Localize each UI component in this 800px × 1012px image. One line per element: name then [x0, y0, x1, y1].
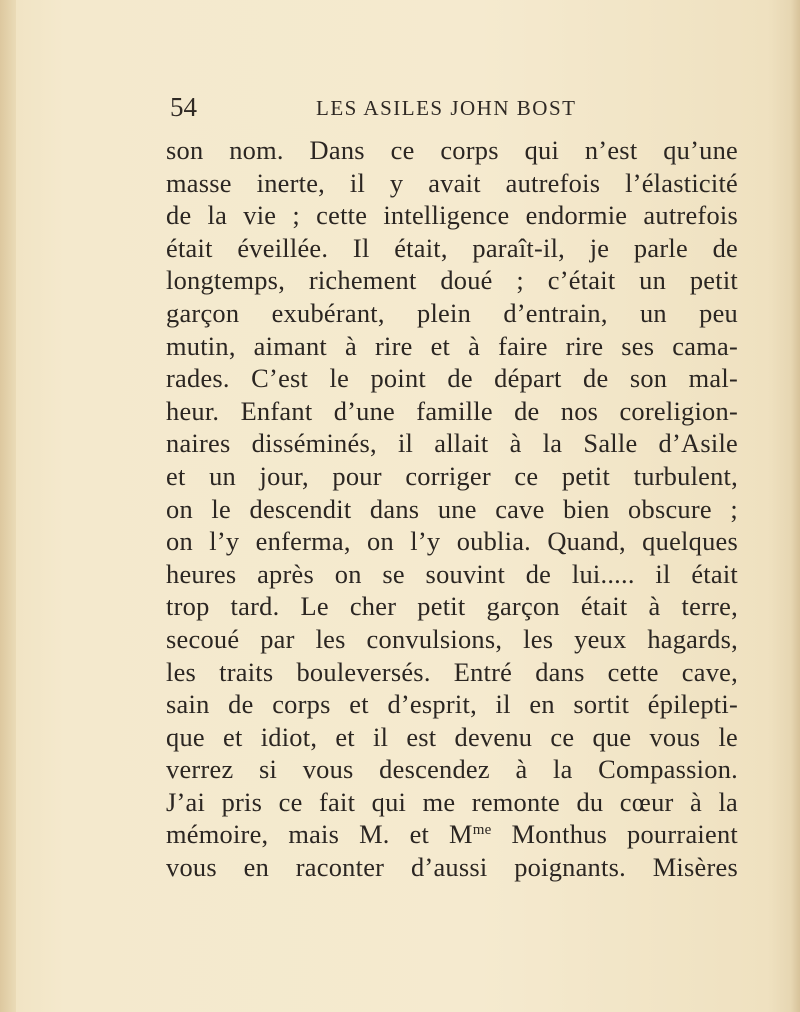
text-line: garçon exubérant, plein d’entrain, un peu: [166, 297, 738, 328]
text-line: verrez si vous descendez à la Compassion.: [166, 754, 738, 785]
text-line: heures après on se souvint de lui..... il était: [166, 558, 738, 589]
page-right-edge: [790, 0, 800, 1012]
running-head: [170, 90, 730, 124]
page-left-edge: [0, 0, 16, 1012]
text-line-with-superscript: [166, 818, 738, 851]
text-line: que et idiot, et il est devenu ce que vous le: [166, 721, 738, 752]
text-line: J’ai pris ce fait qui me remonte du cœur à la: [166, 786, 738, 817]
text-line: mutin, aimant à rire et à faire rire ses cama-: [166, 330, 738, 361]
body-text: [166, 134, 738, 904]
text-line: vous en raconter d’aussi poignants. Misères: [166, 852, 738, 883]
text-line: et un jour, pour corriger ce petit turbulent,: [166, 460, 738, 491]
page-number: 54: [170, 92, 197, 122]
text-line: secoué par les convulsions, les yeux hagards,: [166, 623, 738, 654]
text-line: de la vie ; cette intelligence endormie autrefois: [166, 200, 738, 231]
text-line: sain de corps et d’esprit, il en sortit épilepti-: [166, 689, 738, 720]
text-fragment: mémoire, mais M. et M: [166, 819, 473, 850]
text-line: les traits bouleversés. Entré dans cette cave,: [166, 656, 738, 687]
text-line: était éveillée. Il était, paraît-il, je parle de: [166, 232, 738, 263]
running-title: LES ASILES JOHN BOST: [316, 96, 577, 120]
text-line: son nom. Dans ce corps qui n’est qu’une: [166, 135, 738, 165]
text-line: on l’y enferma, on l’y oublia. Quand, quelques: [166, 526, 738, 557]
text-line: masse inerte, il y avait autrefois l’élasticité: [166, 167, 738, 198]
text-line: heur. Enfant d’une famille de nos coreligion-: [166, 395, 738, 426]
superscript-abbreviation: me: [472, 822, 492, 839]
text-line: on le descendit dans une cave bien obscure ;: [166, 493, 738, 524]
text-fragment: Monthus pourraient: [491, 819, 738, 850]
text-line: naires disséminés, il allait à la Salle d’Asile: [166, 428, 738, 459]
text-line: longtemps, richement doué ; c’était un petit: [166, 265, 738, 296]
text-line: trop tard. Le cher petit garçon était à terre,: [166, 591, 738, 622]
text-line: rades. C’est le point de départ de son mal-: [166, 363, 738, 394]
